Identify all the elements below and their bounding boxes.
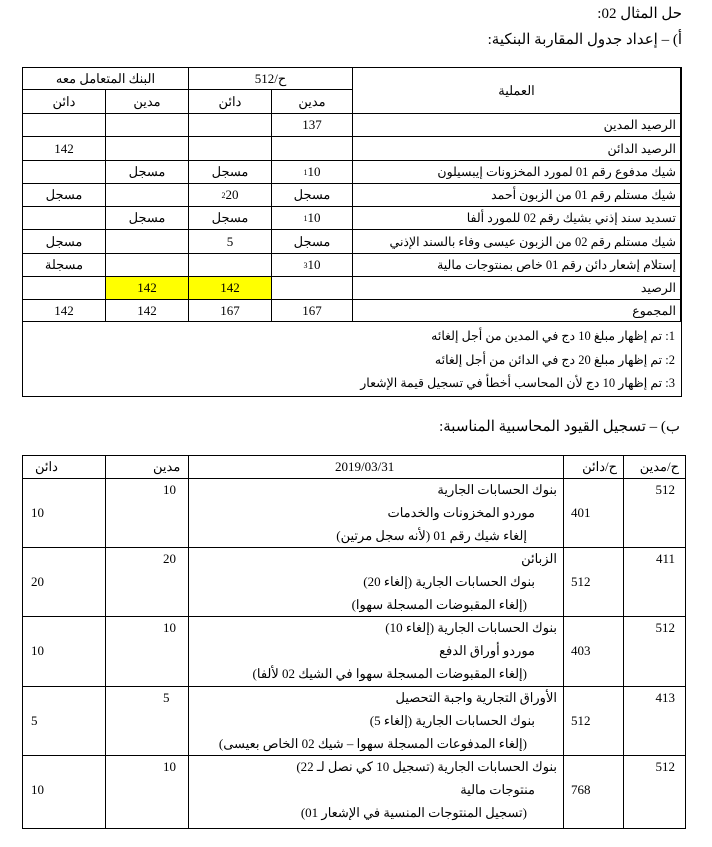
entry-line-1: بنوك الحسابات الجارية bbox=[437, 482, 557, 497]
row-description: الرصيد bbox=[353, 277, 681, 300]
entry-line-3: (إلغاء المدفوعات المسجلة سهوا – شيك 02 الخاص بعيسى) bbox=[218, 736, 527, 751]
column-divider bbox=[188, 456, 189, 828]
entry-line-1: بنوك الحسابات الجارية (إلغاء 10) bbox=[385, 620, 557, 635]
bank-debit-cell bbox=[106, 184, 189, 207]
account-debit-value: 137 bbox=[302, 117, 322, 132]
account-credit-header: دائن bbox=[189, 90, 272, 114]
account-debit-header: مدين bbox=[272, 90, 353, 114]
bank-credit-cell: 142 bbox=[23, 300, 106, 322]
account-debit-cell bbox=[272, 137, 353, 161]
entry-credit-account: 768 bbox=[571, 782, 591, 797]
entry-credit-amount: 10 bbox=[31, 782, 44, 797]
journal-entries-table bbox=[22, 455, 686, 829]
account-debit-cell bbox=[272, 161, 353, 184]
entry-debit-amount: 10 bbox=[163, 482, 176, 497]
footnote-marker: 1 bbox=[303, 213, 308, 223]
column-divider bbox=[105, 456, 106, 828]
bank-debit-cell: مسجل bbox=[106, 207, 189, 230]
entry-line-3: (إلغاء المقبوضات المسجلة سهوا) bbox=[351, 597, 527, 612]
row-description: إستلام إشعار دائن رقم 01 خاص بمنتوجات مالية bbox=[353, 254, 681, 277]
bank-credit-cell: 142 bbox=[23, 137, 106, 161]
entry-line-3: (تسجيل المنتوجات المنسية في الإشعار 01) bbox=[300, 805, 527, 820]
bank-credit-cell bbox=[23, 114, 106, 137]
bank-debit-cell bbox=[106, 254, 189, 277]
footnote-3: 3: تم إظهار 10 دج لأن المحاسب أخطأ في تسجيل قيمة الإشعار bbox=[360, 376, 675, 390]
entry-line-1: بنوك الحسابات الجارية (تسجيل 10 كي نصل لـ 22) bbox=[296, 759, 557, 774]
row-divider bbox=[23, 755, 685, 756]
footnote-marker: 3 bbox=[303, 260, 308, 270]
footnote-1: 1: تم إظهار مبلغ 10 دج في المدين من أجل إلغائه bbox=[431, 329, 675, 343]
account-credit-value: 5 bbox=[226, 233, 234, 249]
row-divider bbox=[23, 616, 685, 617]
row-divider bbox=[23, 478, 685, 479]
account-credit-cell bbox=[189, 254, 272, 277]
row-description: تسديد سند إذني بشيك رقم 02 للمورد ألفا bbox=[353, 207, 681, 230]
bank-debit-cell bbox=[106, 137, 189, 161]
account-debit-cell bbox=[272, 114, 353, 137]
entry-debit-amount: 10 bbox=[163, 620, 176, 635]
bank-debit-cell: مسجل bbox=[106, 161, 189, 184]
account-debit-value: 10 bbox=[307, 210, 321, 225]
part-a-heading: أ) – إعداد جدول المقاربة البنكية: bbox=[487, 32, 682, 48]
bank-credit-header: دائن bbox=[23, 90, 106, 114]
row-description: شيك مستلم رقم 02 من الزبون عيسى وفاء بالسند الإذني bbox=[353, 230, 681, 254]
entry-line-1: الأوراق التجارية واجبة التحصيل bbox=[395, 690, 557, 705]
solution-heading: حل المثال 02: bbox=[597, 6, 682, 22]
bank-credit-cell: مسجل bbox=[23, 230, 106, 254]
account-credit-cell bbox=[189, 184, 272, 207]
account-debit-cell bbox=[272, 207, 353, 230]
bank-credit-cell bbox=[23, 207, 106, 230]
account-debit-value: مسجل bbox=[293, 187, 331, 202]
account-credit-cell bbox=[189, 161, 272, 184]
account-debit-value: مسجل bbox=[293, 233, 331, 249]
footnote-marker: 2 bbox=[221, 190, 226, 200]
account-debit-cell bbox=[272, 184, 353, 207]
account-credit-value: 142 bbox=[220, 280, 240, 295]
bank-header: البنك المتعامل معه bbox=[23, 68, 189, 90]
entry-debit-amount: 20 bbox=[163, 551, 176, 566]
date-header: 2019/03/31 bbox=[335, 459, 395, 474]
entry-debit-account: 512 bbox=[655, 759, 675, 774]
row-description: المجموع bbox=[353, 300, 681, 322]
bank-debit-cell: 142 bbox=[106, 277, 189, 300]
account-credit-cell bbox=[189, 207, 272, 230]
bank-debit-header: مدين bbox=[106, 90, 189, 114]
bank-debit-cell bbox=[106, 114, 189, 137]
entry-credit-amount: 5 bbox=[31, 713, 38, 728]
bank-credit-cell bbox=[23, 277, 106, 300]
entry-credit-account: 512 bbox=[571, 574, 591, 589]
account-512-header: ح/512 bbox=[189, 68, 353, 90]
entry-credit-amount: 20 bbox=[31, 574, 44, 589]
account-debit-cell bbox=[272, 254, 353, 277]
entry-credit-account: 512 bbox=[571, 713, 591, 728]
entry-credit-amount: 10 bbox=[31, 505, 44, 520]
account-credit-value: 167 bbox=[220, 302, 240, 318]
part-b-heading: ب) – تسجيل القيود المحاسبية المناسبة: bbox=[439, 419, 680, 435]
credit-account-header: ح/دائن bbox=[582, 459, 617, 474]
entry-debit-account: 512 bbox=[655, 482, 675, 497]
account-debit-cell bbox=[272, 300, 353, 322]
bank-credit-cell: مسجل bbox=[23, 184, 106, 207]
entry-line-2: موردو المخزونات والخدمات bbox=[387, 505, 535, 520]
entry-credit-amount: 10 bbox=[31, 643, 44, 658]
column-divider bbox=[563, 456, 564, 828]
operation-header: العملية bbox=[353, 68, 681, 114]
row-divider bbox=[23, 547, 685, 548]
row-description: الرصيد الدائن bbox=[353, 137, 681, 161]
row-description: شيك مدفوع رقم 01 لمورد المخزونات إيبسيلون bbox=[353, 161, 681, 184]
entry-line-3: (إلغاء المقبوضات المسجلة سهوا في الشيك 02 لألفا) bbox=[252, 666, 527, 681]
row-divider bbox=[23, 686, 685, 687]
entry-credit-account: 401 bbox=[571, 505, 591, 520]
column-divider bbox=[623, 456, 624, 828]
account-debit-cell bbox=[272, 230, 353, 254]
entry-debit-account: 411 bbox=[655, 551, 675, 566]
entry-debit-account: 512 bbox=[655, 620, 675, 635]
entry-credit-account: 403 bbox=[571, 643, 591, 658]
entry-debit-amount: 5 bbox=[163, 690, 170, 705]
account-credit-cell bbox=[189, 137, 272, 161]
bank-credit-cell: مسجلة bbox=[23, 254, 106, 277]
account-debit-cell bbox=[272, 277, 353, 300]
account-debit-value: 10 bbox=[307, 164, 321, 179]
account-credit-value: مسجل bbox=[211, 210, 249, 225]
entry-line-2: منتوجات مالية bbox=[460, 782, 535, 797]
entry-debit-amount: 10 bbox=[163, 759, 176, 774]
account-debit-value: 167 bbox=[302, 302, 322, 318]
bank-debit-cell: 142 bbox=[106, 300, 189, 322]
debit-header: مدين bbox=[153, 459, 181, 474]
account-credit-value: 20 bbox=[225, 187, 239, 202]
entry-line-2: بنوك الحسابات الجارية (إلغاء 20) bbox=[363, 574, 535, 589]
entry-line-1: الزبائن bbox=[521, 551, 557, 566]
debit-account-header: ح/مدين bbox=[639, 459, 679, 474]
credit-header: دائن bbox=[35, 459, 58, 474]
bank-reconciliation-table bbox=[22, 67, 682, 397]
bank-credit-cell bbox=[23, 161, 106, 184]
entry-debit-account: 413 bbox=[655, 690, 675, 705]
row-description: الرصيد المدين bbox=[353, 114, 681, 137]
account-credit-cell bbox=[189, 277, 272, 300]
entry-line-2: بنوك الحسابات الجارية (إلغاء 5) bbox=[369, 713, 535, 728]
entry-line-3: إلغاء شيك رقم 01 (لأنه سجل مرتين) bbox=[336, 528, 527, 543]
account-credit-cell bbox=[189, 300, 272, 322]
bank-debit-cell bbox=[106, 230, 189, 254]
footnote-marker: 1 bbox=[303, 167, 308, 177]
footnote-2: 2: تم إظهار مبلغ 20 دج في الدائن من أجل إلغائه bbox=[434, 353, 675, 367]
account-debit-value: 10 bbox=[307, 257, 321, 272]
account-credit-cell bbox=[189, 114, 272, 137]
entry-line-2: موردو أوراق الدفع bbox=[439, 643, 535, 658]
row-description: شيك مستلم رقم 01 من الزبون أحمد bbox=[353, 184, 681, 207]
account-credit-value: مسجل bbox=[211, 164, 249, 179]
account-credit-cell bbox=[189, 230, 272, 254]
